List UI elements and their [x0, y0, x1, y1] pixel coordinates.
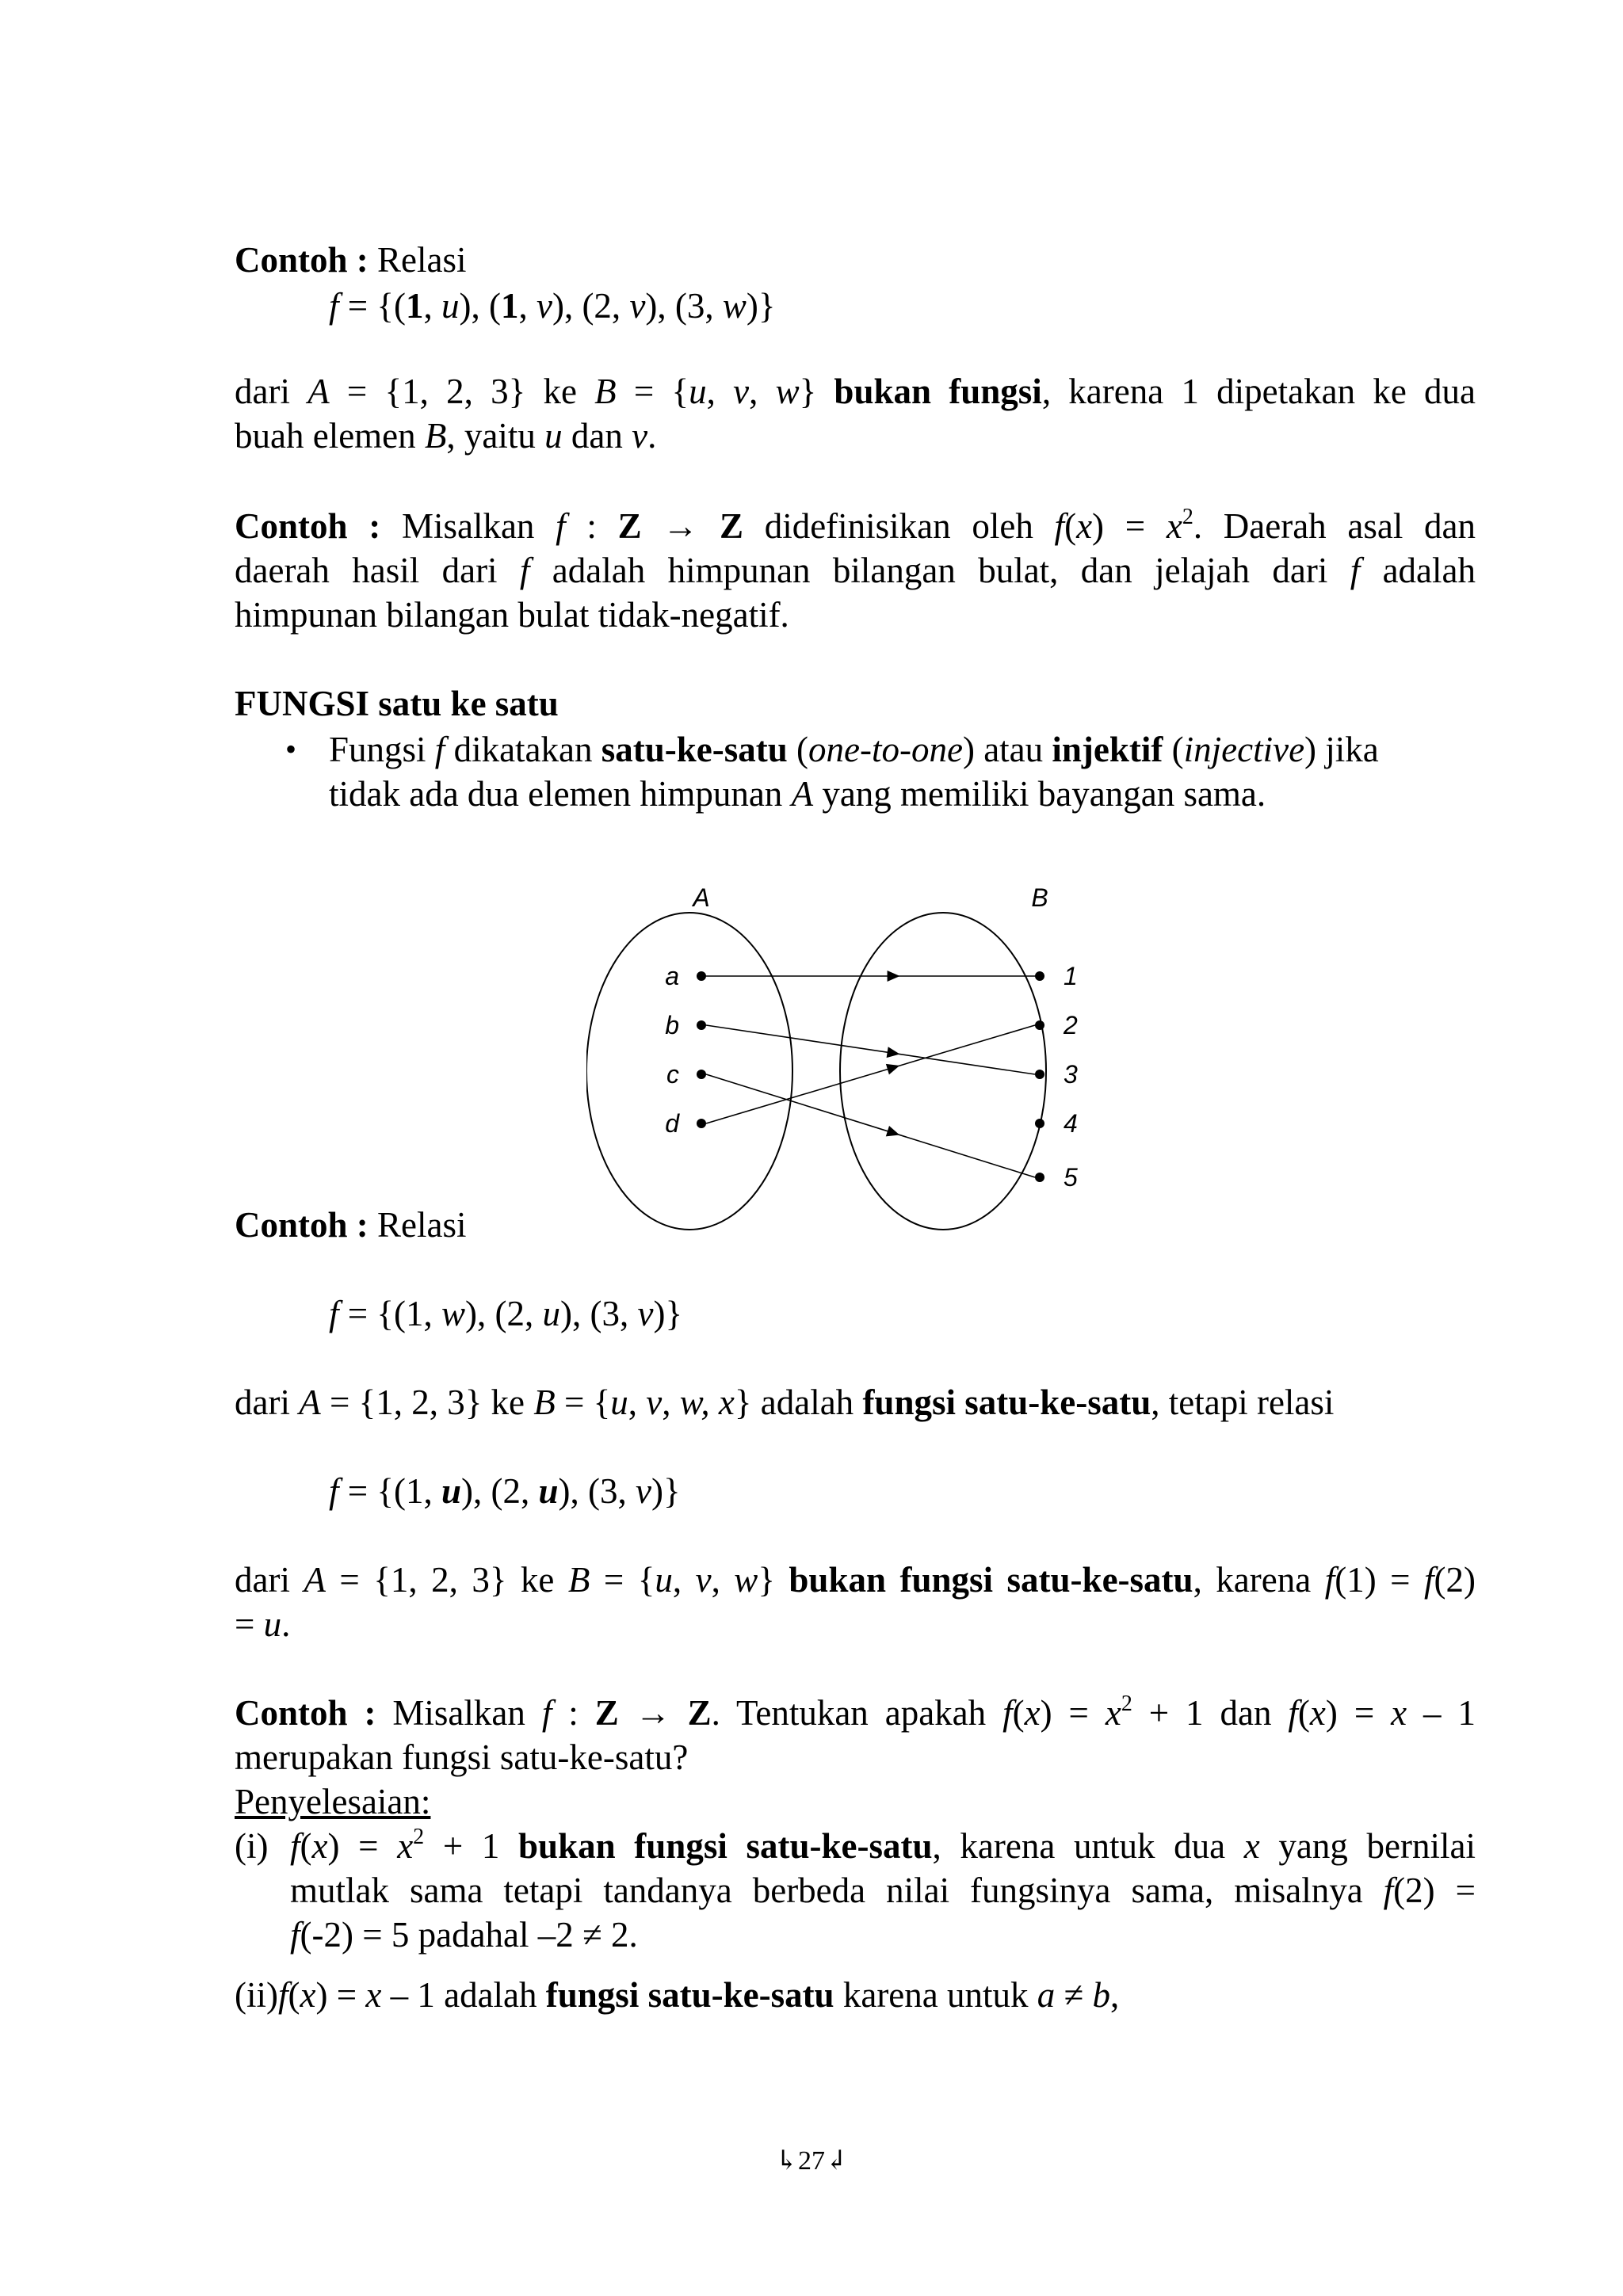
example-1-paragraph-line-1: dari A = {1, 2, 3} ke B = {u, v, w} bukan fungsi, karena 1 dipetakan ke dua	[235, 372, 1476, 411]
label-b-4: 4	[1064, 1109, 1078, 1138]
label-b-5: 5	[1064, 1163, 1078, 1192]
dot-a-a	[697, 971, 706, 981]
solution-i-line-2: mutlak sama tetapi tandanya berbeda nilai fungsinya sama, misalnya f(2) =	[290, 1871, 1476, 1910]
dot-b-1	[1035, 971, 1044, 981]
left-arrow-icon: ↳	[775, 2146, 798, 2176]
arrowhead-b-3	[887, 1047, 900, 1058]
solution-i-line-1: $f(x) = x^2 + 1$ bukan fungsi satu-ke-satu, karena untuk dua x yang bernilai	[290, 1825, 1476, 1866]
solution-i-label: (i)	[235, 1826, 269, 1866]
dot-a-d	[697, 1119, 706, 1128]
label-a-c: c	[666, 1060, 679, 1089]
arrow-d-2	[706, 1025, 1035, 1123]
label-a-d: d	[665, 1109, 679, 1138]
set-b-label: B	[1031, 887, 1048, 912]
example-1-paragraph-line-2: buah elemen B, yaitu u dan v.	[235, 416, 657, 456]
injective-mapping-diagram	[586, 887, 1173, 1236]
definition-line-1: Fungsi f dikatakan satu-ke-satu (one-to-one) atau injektif (injective) jika	[329, 730, 1379, 769]
solution-heading: Penyelesaian:	[235, 1782, 431, 1821]
example-3-formula-2: f = {(1, u), (2, u), (3, v)}	[329, 1471, 681, 1511]
solution-ii-line: (ii)f(x) = x – 1 adalah fungsi satu-ke-satu karena untuk a ≠ b,	[235, 1975, 1120, 2015]
set-a-label: A	[693, 887, 710, 912]
example-2-line-2: daerah hasil dari f adalah himpunan bilangan bulat, dan jelajah dari f adalah	[235, 551, 1476, 590]
example-3-line-1: dari A = {1, 2, 3} ke B = {u, v, w, x} adalah fungsi satu-ke-satu, tetapi relasi	[235, 1383, 1335, 1422]
dot-a-b	[697, 1020, 706, 1030]
example-3-heading: Contoh : Relasi	[235, 1205, 467, 1245]
example-3-formula-1: f = {(1, w), (2, u), (3, v)}	[329, 1294, 683, 1333]
label-b-1: 1	[1064, 962, 1078, 990]
label-b-2: 2	[1064, 1011, 1078, 1039]
example-2-line-3: himpunan bilangan bulat tidak-negatif.	[235, 595, 789, 635]
example-1-formula: f = {(1, u), (1, v), (2, v), (3, w)}	[329, 286, 776, 326]
arrow-c-5	[706, 1074, 1035, 1177]
dot-b-2	[1035, 1020, 1044, 1030]
solution-i-line-3: f(-2) = 5 padahal –2 ≠ 2.	[290, 1915, 638, 1955]
label-b-3: 3	[1064, 1060, 1078, 1089]
arrowhead-d-2	[886, 1064, 899, 1074]
example-4-line-2: merupakan fungsi satu-ke-satu?	[235, 1737, 689, 1777]
dot-b-3	[1035, 1070, 1044, 1079]
arrow-b-3	[706, 1025, 1035, 1074]
dot-a-c	[697, 1070, 706, 1079]
label-a-b: b	[665, 1011, 679, 1039]
example-3-line-3: = u.	[235, 1604, 291, 1644]
definition-line-2: tidak ada dua elemen himpunan A yang memiliki bayangan sama.	[329, 774, 1266, 814]
arrowhead-a-1	[888, 971, 900, 982]
dot-b-4	[1035, 1119, 1044, 1128]
arrowhead-c-5	[886, 1126, 899, 1136]
dot-b-5	[1035, 1173, 1044, 1182]
page-number: ↳27↲	[775, 2146, 848, 2176]
right-arrow-icon: ↲	[825, 2146, 848, 2176]
set-a-ellipse	[586, 913, 792, 1230]
example-1-heading: Contoh : Relasi	[235, 240, 467, 280]
section-heading: FUNGSI satu ke satu	[235, 684, 559, 723]
example-4-line-1: Contoh : Misalkan f : Z → Z. Tentukan apakah $f(x) = x^2 + 1$ dan f(x) = x – 1	[235, 1691, 1476, 1733]
bullet-icon: •	[285, 731, 297, 767]
example-2-line-1: Contoh : Misalkan f : Z → Z didefinisikan oleh $f(x) = x^2$. Daerah asal dan	[235, 505, 1476, 546]
label-a-a: a	[665, 962, 679, 990]
example-3-line-2: dari A = {1, 2, 3} ke B = {u, v, w} bukan fungsi satu-ke-satu, karena f(1) = f(2)	[235, 1560, 1476, 1600]
